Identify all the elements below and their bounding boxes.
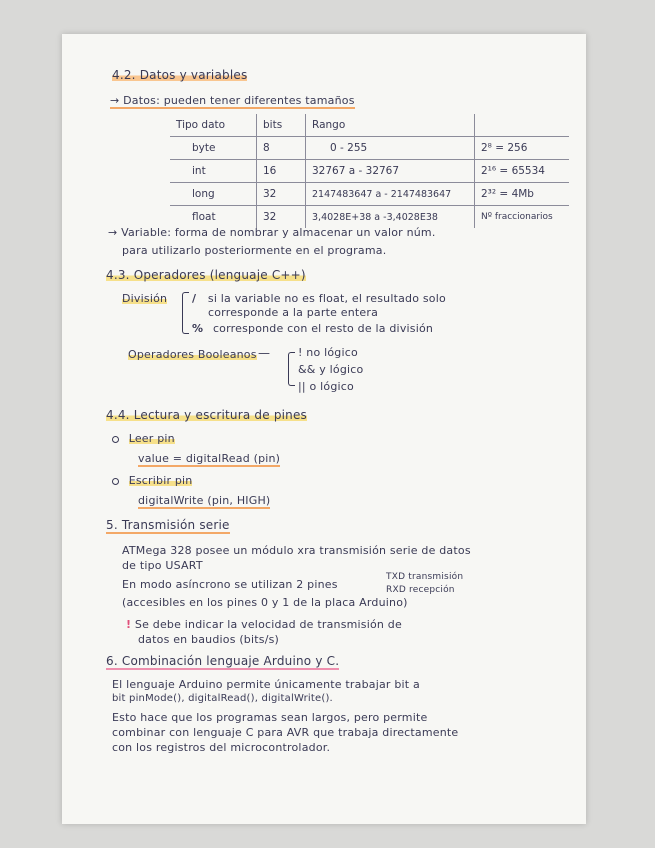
table-header-cell: bits (257, 114, 306, 137)
table-cell: float (170, 206, 257, 229)
table-cell: 2147483647 a - 2147483647 (306, 183, 475, 206)
leer-pin-code-text: value = digitalRead (pin) (138, 452, 281, 465)
division-bracket (182, 292, 189, 334)
transmision-note-2-text: datos en baudios (bits/s) (138, 633, 280, 646)
combinacion-line-1-text: El lenguaje Arduino permite únicamente trabajar bit a (112, 678, 420, 691)
combinacion-line-4-text: combinar con lenguaje C para AVR que trabaja directamente (112, 726, 459, 739)
booleanos-item-3-text: || o lógico (298, 380, 354, 393)
section-4-4-title (106, 408, 307, 422)
table-row (170, 183, 569, 206)
booleanos-label-text: Operadores Booleanos (128, 348, 257, 361)
combinacion-line-4 (112, 726, 458, 739)
table-cell: 2¹⁶ = 65534 (475, 160, 570, 183)
table-cell: 2³² = 4Mb (475, 183, 570, 206)
booleanos-bracket (288, 352, 295, 386)
division-op-slash: / (192, 292, 197, 305)
division-item-1-text: si la variable no es float, el resultado solo (207, 292, 446, 305)
combinacion-line-2 (112, 693, 333, 704)
division-item-1b (208, 306, 378, 319)
booleanos-item-1 (298, 346, 358, 359)
leer-pin-code (138, 452, 280, 465)
transmision-line-4-text: (accesibles en los pines 0 y 1 de la placa Arduino) (122, 596, 408, 609)
table-cell: 8 (257, 137, 306, 160)
bullet-icon (112, 478, 119, 485)
exclamation-icon: ! (126, 618, 132, 631)
section-6-title-text: 6. Combinación lenguaje Arduino y C. (106, 654, 340, 668)
division-item-1 (192, 292, 446, 305)
datos-line (110, 94, 355, 107)
booleanos-item-1-text: ! no lógico (298, 346, 358, 359)
data-types-table (170, 114, 569, 228)
notebook-page (62, 34, 586, 824)
table-row (170, 160, 569, 183)
booleanos-item-3 (298, 380, 354, 393)
combinacion-line-2-text: bit pinMode(), digitalRead(), digitalWrite(). (112, 693, 333, 704)
escribir-pin (112, 474, 192, 487)
table-cell: 0 - 255 (306, 137, 475, 160)
section-6-title (106, 654, 339, 668)
division-label (122, 292, 167, 305)
transmision-line-3 (122, 578, 338, 591)
table-row (170, 206, 569, 229)
transmision-note-1-text: Se debe indicar la velocidad de transmisión de (134, 618, 402, 631)
table-cell: 16 (257, 160, 306, 183)
txd-text: TXD transmisión (386, 572, 464, 582)
table-cell: 32 (257, 206, 306, 229)
transmision-line-1-text: ATMega 328 posee un módulo xra transmisión serie de datos (122, 544, 471, 557)
booleanos-label (128, 348, 257, 361)
table-header-cell: Rango (306, 114, 475, 137)
table-header-cell (475, 114, 570, 137)
leer-pin-label: Leer pin (128, 432, 175, 445)
booleanos-item-2-text: && y lógico (298, 363, 364, 376)
table-cell: 32 (257, 183, 306, 206)
txd-label (386, 572, 463, 582)
variable-line-1-text: → Variable: forma de nombrar y almacenar un valor núm. (108, 226, 436, 239)
combinacion-line-3-text: Esto hace que los programas sean largos, pero permite (112, 711, 428, 724)
transmision-line-2-text: de tipo USART (122, 559, 203, 572)
bullet-icon (112, 436, 119, 443)
section-5-title-text: 5. Transmisión serie (106, 518, 230, 532)
division-item-1b-text: corresponde a la parte entera (208, 306, 379, 319)
rxd-label (386, 585, 455, 595)
transmision-line-4 (122, 596, 408, 609)
variable-line-1 (108, 226, 436, 239)
transmision-line-2 (122, 559, 203, 572)
table-cell: 2⁸ = 256 (475, 137, 570, 160)
table-cell: 3,4028E+38 a -3,4028E38 (306, 206, 475, 229)
escribir-pin-code-text: digitalWrite (pin, HIGH) (138, 494, 271, 507)
combinacion-line-5-text: con los registros del microcontrolador. (112, 741, 331, 754)
booleanos-arrow-icon: — (258, 346, 271, 360)
table-header-cell: Tipo dato (170, 114, 257, 137)
section-5-title (106, 518, 230, 532)
booleanos-item-2 (298, 363, 363, 376)
transmision-note-2 (138, 633, 279, 646)
combinacion-line-1 (112, 678, 420, 691)
division-op-percent: % (192, 322, 204, 335)
table-row (170, 137, 569, 160)
section-4-3-title-text: 4.3. Operadores (lenguaje C++) (106, 268, 306, 282)
combinacion-line-3 (112, 711, 427, 724)
division-item-2-text: corresponde con el resto de la división (212, 322, 434, 335)
transmision-note-1 (126, 618, 402, 631)
table-cell: 32767 a - 32767 (306, 160, 475, 183)
table-cell: byte (170, 137, 257, 160)
table-cell: Nº fraccionarios (481, 212, 553, 222)
combinacion-line-5 (112, 741, 330, 754)
escribir-pin-label: Escribir pin (128, 474, 193, 487)
table-header-row (170, 114, 569, 137)
division-label-text: División (122, 292, 168, 305)
section-4-4-title-text: 4.4. Lectura y escritura de pines (106, 408, 308, 422)
variable-line-2 (122, 244, 386, 257)
escribir-pin-code (138, 494, 270, 507)
leer-pin (112, 432, 175, 445)
division-item-2 (192, 322, 433, 335)
transmision-line-1 (122, 544, 471, 557)
rxd-text: RXD recepción (386, 585, 455, 595)
datos-line-text: → Datos: pueden tener diferentes tamaños (110, 94, 355, 107)
table-cell: int (170, 160, 257, 183)
section-4-3-title (106, 268, 306, 282)
variable-line-2-text: para utilizarlo posteriormente en el programa. (122, 244, 387, 257)
table-cell: long (170, 183, 257, 206)
section-4-2-title-text: 4.2. Datos y variables (112, 68, 248, 82)
section-4-2-title (112, 68, 247, 82)
transmision-line-3-text: En modo asíncrono se utilizan 2 pines (122, 578, 338, 591)
